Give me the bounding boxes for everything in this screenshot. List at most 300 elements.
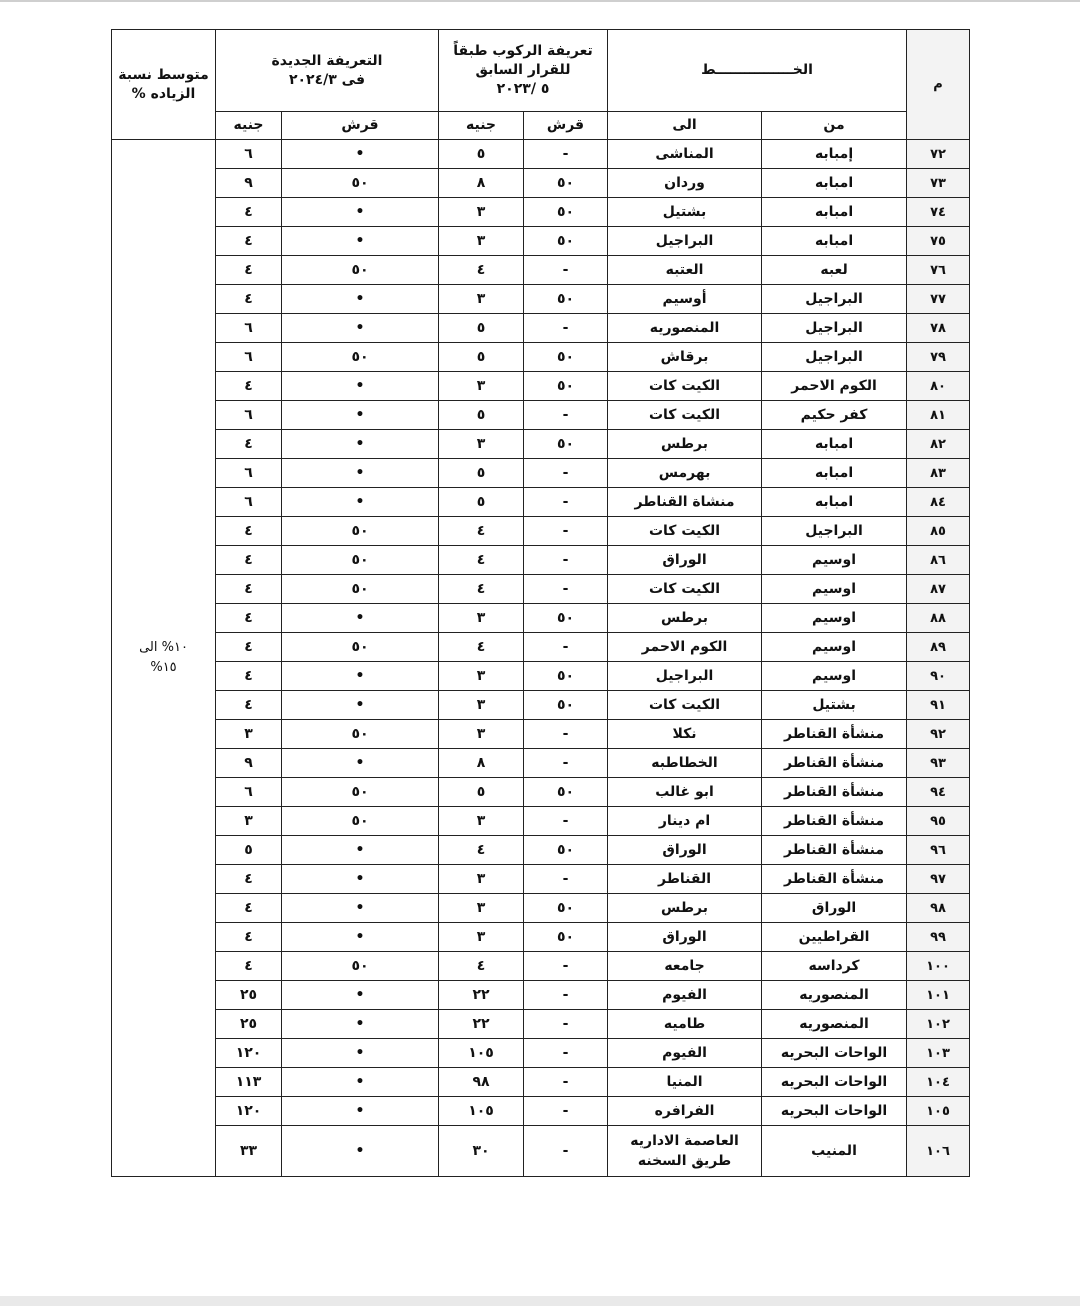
- old-pound: ٤: [439, 517, 524, 546]
- route-from: الكوم الاحمر: [762, 372, 907, 401]
- new-pound: ٤: [216, 633, 282, 662]
- old-piaster: -: [524, 1097, 608, 1126]
- route-number: ٨٢: [907, 430, 970, 459]
- new-pound: ٤: [216, 546, 282, 575]
- route-to: أوسيم: [608, 285, 762, 314]
- header-avg-line2: الزياده %: [131, 85, 196, 102]
- table-row: [112, 981, 970, 1010]
- route-to: الفرافره: [608, 1097, 762, 1126]
- old-pound: ٤: [439, 546, 524, 575]
- route-to: برطس: [608, 894, 762, 923]
- route-number: ١٠٣: [907, 1039, 970, 1068]
- table-row: [112, 140, 970, 169]
- table-row: [112, 343, 970, 372]
- route-from: امبابه: [762, 430, 907, 459]
- route-number: ٩٧: [907, 865, 970, 894]
- route-from: اوسيم: [762, 633, 907, 662]
- route-number: ٩٢: [907, 720, 970, 749]
- route-from: منشأة القناطر: [762, 749, 907, 778]
- route-to: ابو غالب: [608, 778, 762, 807]
- new-piaster: •: [282, 1126, 439, 1177]
- table-row: [112, 575, 970, 604]
- old-piaster: -: [524, 865, 608, 894]
- table-row: [112, 546, 970, 575]
- new-pound: ٦: [216, 314, 282, 343]
- route-to: المنصوريه: [608, 314, 762, 343]
- old-pound: ٤: [439, 575, 524, 604]
- old-piaster: -: [524, 981, 608, 1010]
- route-number: ٨١: [907, 401, 970, 430]
- table-row: [112, 720, 970, 749]
- route-number: ١٠٠: [907, 952, 970, 981]
- old-pound: ٢٢: [439, 1010, 524, 1039]
- route-number: ١٠١: [907, 981, 970, 1010]
- route-from: القراطيين: [762, 923, 907, 952]
- old-piaster: ٥٠: [524, 430, 608, 459]
- new-piaster: •: [282, 836, 439, 865]
- new-pound: ٢٥: [216, 1010, 282, 1039]
- route-to: بهرمس: [608, 459, 762, 488]
- old-piaster: -: [524, 459, 608, 488]
- route-to: برطس: [608, 604, 762, 633]
- new-piaster: •: [282, 285, 439, 314]
- header-avg-increase: [112, 30, 216, 140]
- fare-table: [111, 29, 970, 1177]
- header-from: من: [762, 112, 907, 140]
- table-row: [112, 256, 970, 285]
- new-pound: ٦: [216, 140, 282, 169]
- new-pound: ٩: [216, 169, 282, 198]
- new-piaster: •: [282, 1068, 439, 1097]
- new-pound: ٤: [216, 662, 282, 691]
- route-number: ١٠٦: [907, 1126, 970, 1177]
- old-piaster: -: [524, 1039, 608, 1068]
- route-to: جامعه: [608, 952, 762, 981]
- new-pound: ٣٣: [216, 1126, 282, 1177]
- route-from: منشأة القناطر: [762, 865, 907, 894]
- route-to: منشاة القناطر: [608, 488, 762, 517]
- old-pound: ٩٨: [439, 1068, 524, 1097]
- route-to: العتبه: [608, 256, 762, 285]
- route-from: منشأة القناطر: [762, 778, 907, 807]
- new-pound: ٤: [216, 517, 282, 546]
- new-piaster: •: [282, 749, 439, 778]
- route-from: منشأة القناطر: [762, 720, 907, 749]
- new-piaster: •: [282, 691, 439, 720]
- table-row: [112, 169, 970, 198]
- route-number: ٧٤: [907, 198, 970, 227]
- route-from: الواحات البحريه: [762, 1097, 907, 1126]
- new-pound: ٤: [216, 604, 282, 633]
- table-row: [112, 691, 970, 720]
- new-piaster: •: [282, 198, 439, 227]
- route-number: ٧٩: [907, 343, 970, 372]
- new-pound: ٦: [216, 343, 282, 372]
- new-pound: ٤: [216, 923, 282, 952]
- route-to: الوراق: [608, 546, 762, 575]
- route-to: بشتيل: [608, 198, 762, 227]
- old-pound: ٤: [439, 256, 524, 285]
- route-number: ٩٥: [907, 807, 970, 836]
- route-to: الكيت كات: [608, 372, 762, 401]
- old-piaster: -: [524, 633, 608, 662]
- old-pound: ٣: [439, 923, 524, 952]
- route-number: ١٠٢: [907, 1010, 970, 1039]
- new-piaster: ٥٠: [282, 778, 439, 807]
- table-row: [112, 923, 970, 952]
- route-number: ١٠٤: [907, 1068, 970, 1097]
- new-piaster: •: [282, 923, 439, 952]
- route-number: ٨٥: [907, 517, 970, 546]
- old-pound: ٣٠: [439, 1126, 524, 1177]
- old-pound: ٥: [439, 778, 524, 807]
- route-to: برطس: [608, 430, 762, 459]
- route-to: القناطر: [608, 865, 762, 894]
- new-pound: ٤: [216, 865, 282, 894]
- new-piaster: •: [282, 459, 439, 488]
- table-row: [112, 1010, 970, 1039]
- new-pound: ١١٣: [216, 1068, 282, 1097]
- route-to: العاصمة الاداريه طريق السخنه: [608, 1126, 762, 1177]
- old-pound: ٣: [439, 894, 524, 923]
- route-to: وردان: [608, 169, 762, 198]
- header-route: الخــــــــــــــــط: [608, 30, 907, 112]
- old-pound: ٣: [439, 720, 524, 749]
- old-pound: ٥: [439, 343, 524, 372]
- route-to: ام دينار: [608, 807, 762, 836]
- old-piaster: -: [524, 256, 608, 285]
- route-number: ٩٨: [907, 894, 970, 923]
- route-number: ٩٦: [907, 836, 970, 865]
- route-from: اوسيم: [762, 575, 907, 604]
- new-piaster: ٥٠: [282, 575, 439, 604]
- old-pound: ٥: [439, 488, 524, 517]
- old-pound: ٣: [439, 285, 524, 314]
- new-pound: ٤: [216, 227, 282, 256]
- old-piaster: ٥٠: [524, 372, 608, 401]
- route-to: الكيت كات: [608, 691, 762, 720]
- route-to: البراجيل: [608, 227, 762, 256]
- table-row: [112, 227, 970, 256]
- old-pound: ٥: [439, 140, 524, 169]
- old-pound: ٨: [439, 169, 524, 198]
- route-number: ٧٧: [907, 285, 970, 314]
- old-pound: ١٠٥: [439, 1097, 524, 1126]
- route-from: اوسيم: [762, 546, 907, 575]
- new-piaster: •: [282, 227, 439, 256]
- route-from: المنيب: [762, 1126, 907, 1177]
- table-row: [112, 952, 970, 981]
- route-from: البراجيل: [762, 343, 907, 372]
- table-row: [112, 314, 970, 343]
- old-piaster: -: [524, 1068, 608, 1097]
- header-new-fare-line2: فى ٢٠٢٤/٣: [288, 71, 366, 88]
- new-pound: ٤: [216, 575, 282, 604]
- old-piaster: -: [524, 1126, 608, 1177]
- table-row: [112, 1068, 970, 1097]
- old-piaster: -: [524, 517, 608, 546]
- fare-rows: [112, 140, 970, 1177]
- old-pound: ٣: [439, 662, 524, 691]
- route-to: البراجيل: [608, 662, 762, 691]
- new-pound: ٥: [216, 836, 282, 865]
- new-piaster: ٥٠: [282, 343, 439, 372]
- header-new-fare-line1: التعريفة الجديدة: [271, 52, 383, 69]
- old-pound: ٣: [439, 604, 524, 633]
- old-piaster: ٥٠: [524, 778, 608, 807]
- route-to: نكلا: [608, 720, 762, 749]
- table-row: [112, 662, 970, 691]
- scan-bottom-edge: [0, 1296, 1080, 1306]
- old-piaster: ٥٠: [524, 662, 608, 691]
- old-piaster: -: [524, 314, 608, 343]
- header-old-piaster: قرش: [524, 112, 608, 140]
- route-number: ٧٨: [907, 314, 970, 343]
- route-from: كرداسه: [762, 952, 907, 981]
- new-piaster: •: [282, 140, 439, 169]
- table-row: [112, 198, 970, 227]
- old-piaster: ٥٠: [524, 923, 608, 952]
- route-to: الكيت كات: [608, 575, 762, 604]
- table-row: [112, 517, 970, 546]
- route-number: ٩٠: [907, 662, 970, 691]
- route-number: ٨٨: [907, 604, 970, 633]
- new-piaster: ٥٠: [282, 720, 439, 749]
- new-piaster: •: [282, 488, 439, 517]
- route-to: الكيت كات: [608, 401, 762, 430]
- route-from: امبابه: [762, 459, 907, 488]
- route-from: كفر حكيم: [762, 401, 907, 430]
- route-from: منشأة القناطر: [762, 836, 907, 865]
- route-to: الوراق: [608, 836, 762, 865]
- old-piaster: ٥٠: [524, 198, 608, 227]
- new-piaster: •: [282, 894, 439, 923]
- route-number: ١٠٥: [907, 1097, 970, 1126]
- table-row: [112, 1097, 970, 1126]
- route-to: الكوم الاحمر: [608, 633, 762, 662]
- old-pound: ٣: [439, 807, 524, 836]
- route-number: ٧٦: [907, 256, 970, 285]
- route-from: الواحات البحريه: [762, 1068, 907, 1097]
- new-piaster: ٥٠: [282, 546, 439, 575]
- new-piaster: •: [282, 865, 439, 894]
- table-row: [112, 604, 970, 633]
- header-to: الى: [608, 112, 762, 140]
- new-piaster: •: [282, 604, 439, 633]
- table-row: [112, 1126, 970, 1177]
- old-piaster: ٥٠: [524, 836, 608, 865]
- table-row: [112, 459, 970, 488]
- old-piaster: ٥٠: [524, 169, 608, 198]
- new-piaster: ٥٠: [282, 807, 439, 836]
- old-piaster: ٥٠: [524, 343, 608, 372]
- new-pound: ٤: [216, 952, 282, 981]
- route-from: لعبه: [762, 256, 907, 285]
- route-to: الفيوم: [608, 981, 762, 1010]
- route-from: امبابه: [762, 169, 907, 198]
- new-piaster: ٥٠: [282, 169, 439, 198]
- table-row: [112, 865, 970, 894]
- new-pound: ١٢٠: [216, 1039, 282, 1068]
- route-from: البراجيل: [762, 285, 907, 314]
- table-row: [112, 430, 970, 459]
- old-piaster: -: [524, 1010, 608, 1039]
- old-pound: ٤: [439, 633, 524, 662]
- route-to: الخطاطبه: [608, 749, 762, 778]
- route-from: بشتيل: [762, 691, 907, 720]
- new-pound: ٤: [216, 198, 282, 227]
- old-pound: ٣: [439, 198, 524, 227]
- route-from: البراجيل: [762, 314, 907, 343]
- new-pound: ٩: [216, 749, 282, 778]
- table-row: [112, 749, 970, 778]
- header-old-fare-line1: تعريفة الركوب طبقاً: [453, 43, 593, 59]
- header-new-piaster: قرش: [282, 112, 439, 140]
- route-number: ٨٣: [907, 459, 970, 488]
- new-piaster: •: [282, 1039, 439, 1068]
- route-number: ٨٠: [907, 372, 970, 401]
- old-piaster: ٥٠: [524, 285, 608, 314]
- old-pound: ٨: [439, 749, 524, 778]
- route-from: الواحات البحريه: [762, 1039, 907, 1068]
- avg-increase-line2: ١٥%: [150, 660, 177, 675]
- header-old-pound: جنيه: [439, 112, 524, 140]
- route-from: اوسيم: [762, 662, 907, 691]
- route-number: ٨٩: [907, 633, 970, 662]
- new-pound: ٣: [216, 807, 282, 836]
- route-number: ٨٧: [907, 575, 970, 604]
- old-piaster: -: [524, 807, 608, 836]
- old-pound: ٥: [439, 401, 524, 430]
- new-piaster: ٥٠: [282, 256, 439, 285]
- route-number: ٩١: [907, 691, 970, 720]
- new-piaster: ٥٠: [282, 633, 439, 662]
- header-old-fare-line3: ٥ /٢٠٢٣: [496, 81, 550, 97]
- new-piaster: ٥٠: [282, 517, 439, 546]
- route-to: الفيوم: [608, 1039, 762, 1068]
- scan-top-edge: [0, 0, 1080, 2]
- route-from: البراجيل: [762, 517, 907, 546]
- new-pound: ٤: [216, 430, 282, 459]
- route-to: المنيا: [608, 1068, 762, 1097]
- new-pound: ٤: [216, 285, 282, 314]
- new-pound: ٦: [216, 488, 282, 517]
- old-piaster: ٥٠: [524, 604, 608, 633]
- table-row: [112, 401, 970, 430]
- new-piaster: •: [282, 981, 439, 1010]
- old-piaster: -: [524, 720, 608, 749]
- table-row: [112, 894, 970, 923]
- old-piaster: -: [524, 546, 608, 575]
- route-to: برقاش: [608, 343, 762, 372]
- new-pound: ٦: [216, 778, 282, 807]
- header-avg-line1: متوسط نسبة: [118, 66, 209, 83]
- route-from: اوسيم: [762, 604, 907, 633]
- old-pound: ٤: [439, 952, 524, 981]
- route-number: ٩٩: [907, 923, 970, 952]
- new-pound: ٤: [216, 894, 282, 923]
- route-to: الكيت كات: [608, 517, 762, 546]
- new-piaster: •: [282, 314, 439, 343]
- new-pound: ٤: [216, 372, 282, 401]
- new-piaster: •: [282, 430, 439, 459]
- old-pound: ٢٢: [439, 981, 524, 1010]
- avg-increase-cell: [112, 140, 216, 1177]
- new-piaster: •: [282, 372, 439, 401]
- old-piaster: -: [524, 749, 608, 778]
- route-from: امبابه: [762, 488, 907, 517]
- route-from: المنصوريه: [762, 1010, 907, 1039]
- old-pound: ١٠٥: [439, 1039, 524, 1068]
- route-from: الوراق: [762, 894, 907, 923]
- new-pound: ١٢٠: [216, 1097, 282, 1126]
- new-pound: ٤: [216, 691, 282, 720]
- new-pound: ٢٥: [216, 981, 282, 1010]
- old-piaster: ٥٠: [524, 894, 608, 923]
- table-row: [112, 778, 970, 807]
- route-from: امبابه: [762, 198, 907, 227]
- old-piaster: -: [524, 401, 608, 430]
- header-new-fare: [216, 30, 439, 112]
- new-piaster: •: [282, 662, 439, 691]
- route-number: ٧٥: [907, 227, 970, 256]
- new-pound: ٤: [216, 256, 282, 285]
- table-row: [112, 1039, 970, 1068]
- table-row: [112, 285, 970, 314]
- new-piaster: •: [282, 401, 439, 430]
- old-piaster: -: [524, 488, 608, 517]
- old-piaster: ٥٠: [524, 691, 608, 720]
- route-to: الوراق: [608, 923, 762, 952]
- route-number: ٧٢: [907, 140, 970, 169]
- route-number: ٨٦: [907, 546, 970, 575]
- old-piaster: -: [524, 575, 608, 604]
- route-number: ٧٣: [907, 169, 970, 198]
- old-pound: ٣: [439, 865, 524, 894]
- header-num: م: [907, 30, 970, 140]
- route-to: طاميه: [608, 1010, 762, 1039]
- new-pound: ٣: [216, 720, 282, 749]
- table-row: [112, 807, 970, 836]
- old-pound: ٣: [439, 372, 524, 401]
- route-from: المنصوريه: [762, 981, 907, 1010]
- old-pound: ٥: [439, 459, 524, 488]
- header-old-fare: [439, 30, 608, 112]
- route-from: إمبابه: [762, 140, 907, 169]
- new-pound: ٦: [216, 401, 282, 430]
- old-pound: ٣: [439, 691, 524, 720]
- table-row: [112, 488, 970, 517]
- old-piaster: ٥٠: [524, 227, 608, 256]
- avg-increase-line1: ١٠% الى: [139, 640, 188, 655]
- table-row: [112, 633, 970, 662]
- old-pound: ٤: [439, 836, 524, 865]
- new-piaster: •: [282, 1010, 439, 1039]
- table-row: [112, 372, 970, 401]
- old-piaster: -: [524, 952, 608, 981]
- old-pound: ٣: [439, 227, 524, 256]
- route-number: ٨٤: [907, 488, 970, 517]
- old-pound: ٣: [439, 430, 524, 459]
- new-piaster: •: [282, 1097, 439, 1126]
- route-from: امبابه: [762, 227, 907, 256]
- new-pound: ٦: [216, 459, 282, 488]
- route-to: المناشى: [608, 140, 762, 169]
- new-piaster: ٥٠: [282, 952, 439, 981]
- route-number: ٩٣: [907, 749, 970, 778]
- route-from: منشأة القناطر: [762, 807, 907, 836]
- header-new-pound: جنيه: [216, 112, 282, 140]
